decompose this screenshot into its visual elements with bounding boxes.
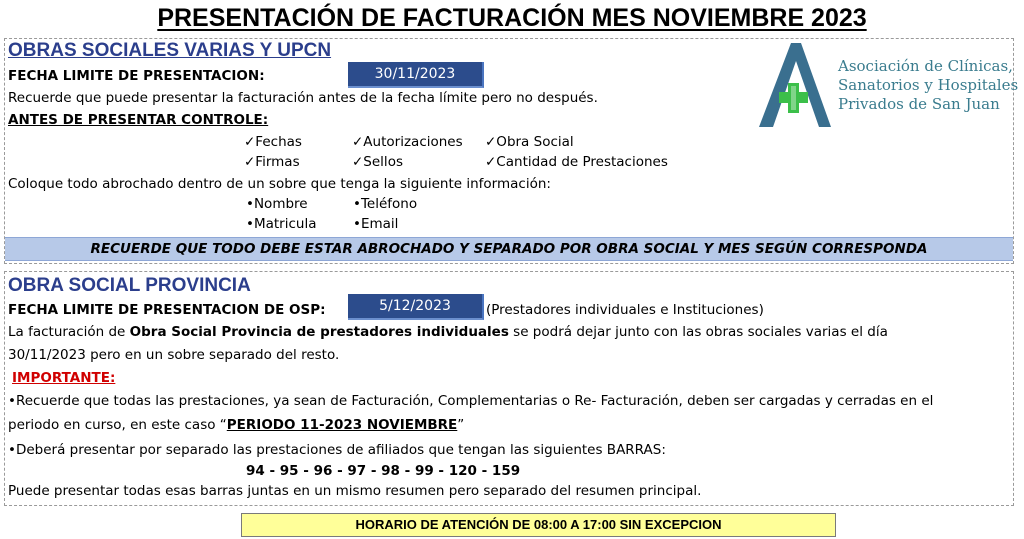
paragraph-3: •Deberá presentar por separado las prestaciones de afiliados que tengan las siguientes BARRAS: — [8, 442, 666, 458]
barras-list: 94 - 95 - 96 - 97 - 98 - 99 - 120 - 159 — [246, 463, 521, 479]
page-title: PRESENTACIÓN DE FACTURACIÓN MES NOVIEMBRE 2023 — [157, 4, 867, 32]
check-item: ✓Sellos — [352, 154, 403, 170]
check-item: ✓Autorizaciones — [352, 134, 463, 150]
check-item: ✓Cantidad de Prestaciones — [485, 154, 668, 170]
reminder-text: Recuerde que puede presentar la facturación antes de la fecha límite pero no después. — [8, 90, 598, 106]
deadline-note: (Prestadores individuales e Instituciones) — [486, 302, 764, 318]
important-label: IMPORTANTE: — [12, 370, 116, 386]
section-obra-social-provincia — [4, 271, 1014, 506]
envelope-item: •Email — [353, 216, 399, 232]
deadline-date-box: 30/11/2023 — [348, 62, 484, 88]
envelope-text: Coloque todo abrochado dentro de un sobre que tenga la siguiente información: — [8, 176, 551, 192]
section-heading: OBRA SOCIAL PROVINCIA — [8, 275, 251, 296]
paragraph-4: Puede presentar todas esas barras juntas en un mismo resumen pero separado del resumen principal. — [8, 483, 702, 499]
deadline-label: FECHA LIMITE DE PRESENTACION DE OSP: — [8, 302, 326, 318]
logo-text: Asociación de Clínicas, Sanatorios y Hospitales Privados de San Juan — [838, 57, 1019, 113]
envelope-item: •Matricula — [246, 216, 317, 232]
check-item: ✓Fechas — [244, 134, 302, 150]
paragraph-1: La facturación de Obra Social Provincia de prestadores individuales se podrá dejar junto con las obras sociales varias el día — [8, 324, 888, 340]
check-item: ✓Obra Social — [485, 134, 574, 150]
check-item: ✓Firmas — [244, 154, 300, 170]
paragraph-1-line-2: 30/11/2023 pero en un sobre separado del resto. — [8, 347, 340, 363]
paragraph-2: •Recuerde que todas las prestaciones, ya sean de Facturación, Complementarias o Re- Facturación, deben ser cargadas y cerradas en el — [8, 393, 934, 409]
logo — [755, 41, 1019, 131]
envelope-item: •Teléfono — [353, 196, 418, 212]
deadline-date-box: 5/12/2023 — [348, 294, 484, 320]
envelope-item: •Nombre — [246, 196, 308, 212]
reminder-banner: RECUERDE QUE TODO DEBE ESTAR ABROCHADO Y SEPARADO POR OBRA SOCIAL Y MES SEGÚN CORRESPONDA — [5, 237, 1013, 261]
paragraph-2-line-2: periodo en curso, en este caso “PERIODO 11-2023 NOVIEMBRE” — [8, 417, 465, 433]
check-heading: ANTES DE PRESENTAR CONTROLE: — [8, 112, 269, 128]
office-hours-banner: HORARIO DE ATENCIÓN DE 08:00 A 17:00 SIN EXCEPCION — [241, 513, 836, 537]
logo-a-cross-icon — [755, 41, 835, 131]
deadline-label: FECHA LIMITE DE PRESENTACION: — [8, 68, 265, 84]
section-heading: OBRAS SOCIALES VARIAS Y UPCN — [8, 40, 332, 61]
